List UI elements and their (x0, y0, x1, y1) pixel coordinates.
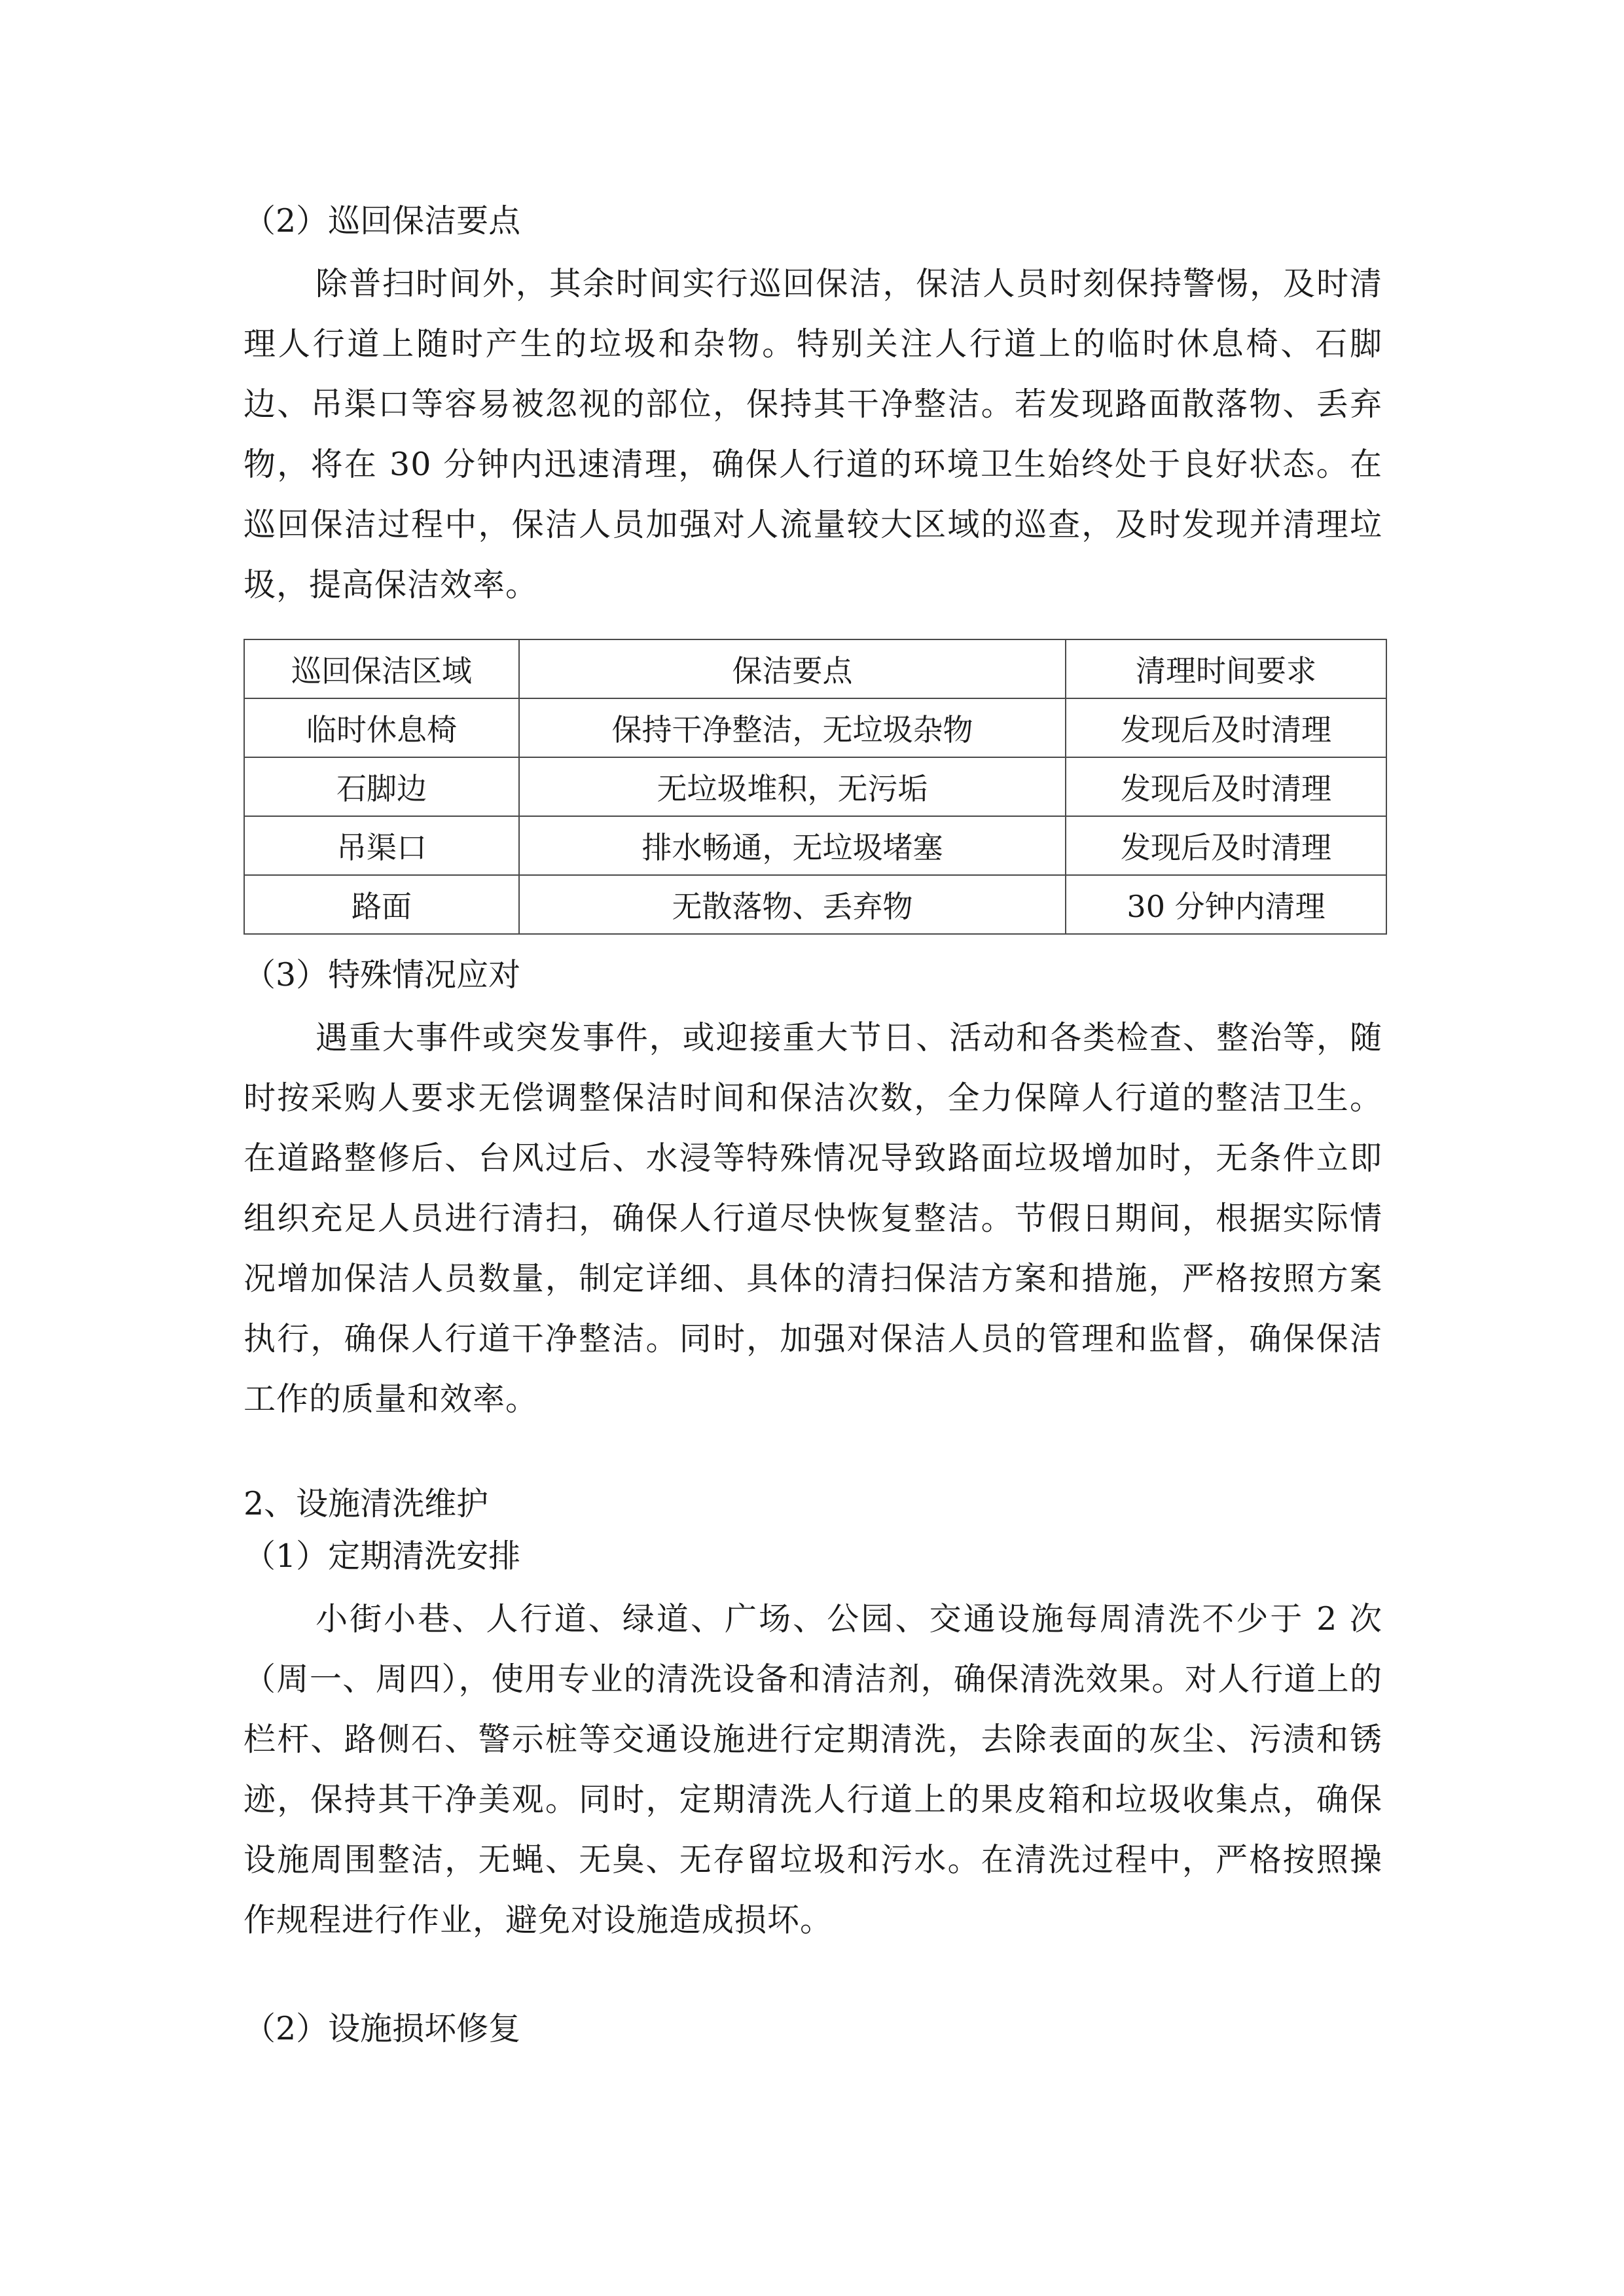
table-cell: 30 分钟内清理 (1066, 875, 1386, 934)
table-cell: 吊渠口 (244, 816, 519, 875)
table-cell: 排水畅通，无垃圾堵塞 (519, 816, 1066, 875)
table-cell: 临时休息椅 (244, 698, 519, 757)
heading-special-situations: （3）特殊情况应对 (244, 956, 521, 994)
table-row (244, 816, 1386, 875)
table-header-row (244, 639, 1386, 698)
table-cell: 无散落物、丢弃物 (519, 875, 1066, 934)
heading-patrol-cleaning-points: （2）巡回保洁要点 (244, 202, 521, 240)
paragraph-regular-cleaning: 小街小巷、人行道、绿道、广场、公园、交通设施每周清洗不少于 2 次（周一、周四），使用专业的清洗设备和清洁剂，确保清洗效果。对人行道上的栏杆、路侧石、警示桩等交通设施进行定期清洗，去除表面的灰尘、污渍和锈迹，保持其干净美观。同时，定期清洗人行道上的果皮箱和垃圾收集点，确保设施周围整洁，无蝇、无臭、无存留垃圾和污水。在清洗过程中，严格按照操作规程进行作业，避免对设施造成损坏。 (244, 1600, 1382, 1939)
table-cell: 发现后及时清理 (1066, 816, 1386, 875)
table-cell: 保持干净整洁，无垃圾杂物 (519, 698, 1066, 757)
table-row (244, 757, 1386, 816)
table-cell: 无垃圾堆积，无污垢 (519, 757, 1066, 816)
heading-regular-cleaning: （1）定期清洗安排 (244, 1537, 521, 1575)
paragraph-patrol-cleaning: 除普扫时间外，其余时间实行巡回保洁，保洁人员时刻保持警惕，及时清理人行道上随时产生的垃圾和杂物。特别关注人行道上的临时休息椅、石脚边、吊渠口等容易被忽视的部位，保持其干净整洁。若发现路面散落物、丢弃物，将在 30 分钟内迅速清理，确保人行道的环境卫生始终处于良好状态。在巡回保洁过程中，保洁人员加强对人流量较大区域的巡查，及时发现并清理垃圾，提高保洁效率。 (244, 265, 1382, 603)
heading-facility-repair: （2）设施损坏修复 (244, 2010, 521, 2047)
table-row (244, 875, 1386, 934)
paragraph-special-situations: 遇重大事件或突发事件，或迎接重大节日、活动和各类检查、整治等，随时按采购人要求无偿调整保洁时间和保洁次数，全力保障人行道的整洁卫生。在道路整修后、台风过后、水浸等特殊情况导致路面垃圾增加时，无条件立即组织充足人员进行清扫，确保人行道尽快恢复整洁。节假日期间，根据实际情况增加保洁人员数量，制定详细、具体的清扫保洁方案和措施，严格按照方案执行，确保人行道干净整洁。同时，加强对保洁人员的管理和监督，确保保洁工作的质量和效率。 (244, 1019, 1382, 1418)
table-cell: 发现后及时清理 (1066, 698, 1386, 757)
table-header-cell: 巡回保洁区域 (244, 639, 519, 698)
table-header-cell: 清理时间要求 (1066, 639, 1386, 698)
patrol-cleaning-table (244, 639, 1387, 935)
table-cell: 发现后及时清理 (1066, 757, 1386, 816)
table-cell: 石脚边 (244, 757, 519, 816)
heading-facility-cleaning: 2、设施清洗维护 (244, 1485, 489, 1522)
table-row (244, 698, 1386, 757)
table-header-cell: 保洁要点 (519, 639, 1066, 698)
table-cell: 路面 (244, 875, 519, 934)
